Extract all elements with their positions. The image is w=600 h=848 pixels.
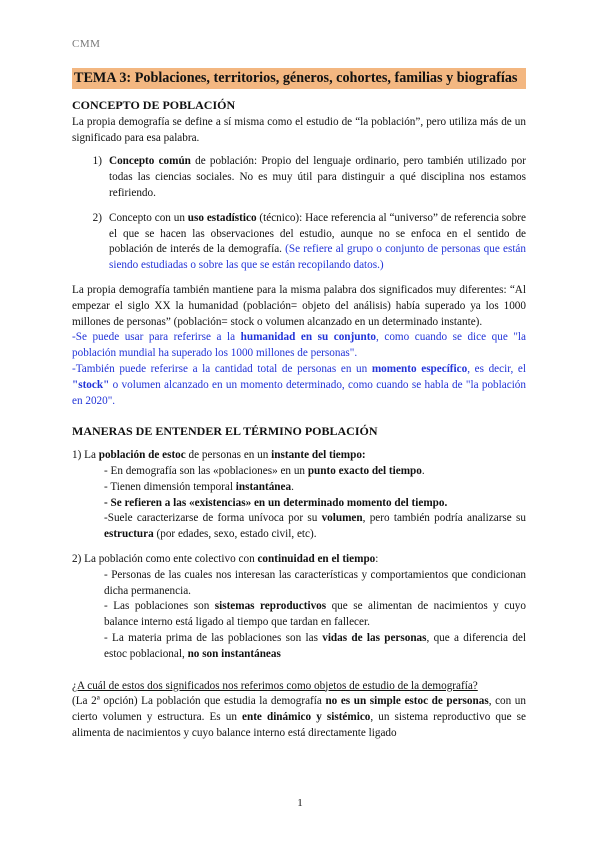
bullet-2-pre: - Tienen dimensión temporal [104,480,236,493]
bullet-4-mid: , pero también podría analizarse su [362,512,526,525]
blue-note-stock [72,362,526,409]
term-estructura: estructura [104,528,154,541]
blue-note-1-pre: -Se puede usar para referirse a la [72,331,241,344]
blue-note-2-mid: , es decir, el [467,362,526,375]
list-number-1: 1) [92,155,102,168]
list-item-1 [72,154,526,201]
point-1 [72,448,526,464]
page-title: TEMA 3: Poblaciones, territorios, géneros, cohortes, familias y biografías [72,68,526,89]
list-text-1 [109,154,526,201]
term-volumen: volumen [321,512,363,525]
point-2 [72,552,526,568]
list-item-2-text: (técnico): Hace referencia al “universo” de referencia sobre el que se hacen las observaciones del estudio, aunque no se enfoca en el sentido de población de interés de la demografía. [109,211,526,256]
bullet-4 [104,511,526,543]
term-continuidad: continuidad en el tiempo [257,552,376,565]
bullet-1-post: . [421,464,425,477]
bullet-2 [104,480,526,496]
term-humanidad: humanidad en su conjunto [240,331,377,344]
blue-note-1-post: , como cuando se dice que "la población mundial ha superado los 1000 millones de personas". [72,331,526,360]
point-1-bullets [72,464,526,543]
list-text-2 [109,211,526,274]
bullet-7 [104,631,526,663]
bullet-1 [104,464,526,480]
list-item-2-pre: Concepto con un [109,211,188,224]
term-stock: "stock" [72,378,110,391]
list-item-2-note: (Se refiere al grupo o conjunto de personas que están siendo estudiadas o sobre las que se están recopilando datos.) [109,243,526,272]
bullet-5: - Personas de las cuales nos interesan las características y comportamientos que condicionan dicha permanencia. [104,568,526,597]
question-heading: ¿A cuál de estos dos significados nos referimos como objetos de estudio de la demografía? [72,679,478,692]
term-concepto-comun: Concepto común [109,155,191,168]
term-no-instantaneas: no son instantáneas [187,647,281,660]
bullet-4-pre: -Suele caracterizarse de forma unívoca por su [104,512,322,525]
term-no-simple-estoc: no es un simple estoc de personas [325,695,489,708]
term-momento-especifico: momento específico [371,362,468,375]
blue-note-2-pre: -También puede referirse a la cantidad total de personas en un [72,362,372,375]
answer-pre: (La 2ª opción) La población que estudia la demografía [72,695,326,708]
term-ente-dinamico: ente dinámico y sistémico [242,711,371,724]
point-2-pre: 2) La población como ente colectivo con [72,552,258,565]
header-label: CMM [72,38,101,50]
bullet-6-post: que se alimentan de nacimientos y cuyo balance interno está ligado al tiempo que tardan en fallecer. [104,600,526,629]
intro-paragraph: La propia demografía se define a sí misma como el estudio de “la población”, pero utiliza más de un significado para esa palabra. [72,115,526,144]
bullet-1-pre: - En demografía son las «poblaciones» en un [104,464,308,477]
term-vidas: vidas de las personas [322,631,427,644]
para-two-meanings: La propia demografía también mantiene para la misma palabra dos significados muy diferentes: “Al empezar el siglo XX la humanidad (población= objeto del análisis) había superado ya los 1000 millones de personas” (población= stock o volumen alcanzado en un determinado instante). [72,283,526,328]
answer-paragraph [72,694,526,741]
answer-post: , un sistema reproductivo que se alimenta de nacimientos y cuyo balance interno está directamente ligado [72,711,526,739]
list-item-2 [72,211,526,274]
section-heading-concepto: CONCEPTO DE POBLACIÓN [72,98,236,112]
bullet-6-pre: - Las poblaciones son [104,600,215,613]
term-poblacion-estoc: población de estoc [98,449,186,462]
bullet-4-post: (por edades, sexo, estado civil, etc). [153,528,317,541]
point-2-post: : [375,552,379,565]
list-number-2: 2) [92,211,102,224]
term-uso-estadistico: uso estadístico [187,211,257,224]
point-1-pre: 1) La [72,449,99,462]
bullet-7-mid: , que a diferencia del estoc poblacional, [104,631,526,660]
point-1-mid: de personas en un [185,449,272,462]
bullet-3-text: - Se refieren a las «existencias» en un determinado momento del tiempo. [104,496,448,509]
bullet-7-pre: - La materia prima de las poblaciones son las [104,631,323,644]
bullet-6 [104,599,526,631]
section-heading-maneras: MANERAS DE ENTENDER EL TÉRMINO POBLACIÓN [72,424,378,439]
term-punto-exacto: punto exacto del tiempo [307,464,422,477]
term-instantanea: instantánea [235,480,292,493]
point-2-bullets [72,568,526,663]
term-sistemas-reproductivos: sistemas reproductivos [214,600,327,613]
numbered-list [72,154,526,274]
blue-note-humanity [72,330,526,362]
page-number: 1 [297,797,303,809]
page-content [72,68,526,742]
blue-note-2-post: o volumen alcanzado en un momento determinado, como cuando se habla de "la población en 2020". [72,378,526,407]
bullet-2-post: . [291,480,294,493]
term-instante: instante del tiempo: [271,449,366,462]
bullet-3 [104,496,526,512]
list-item-1-text: de población: Propio del lenguaje ordinario, pero también utilizado por todas las ciencias sociales. No es muy útil para distinguir a qué disciplina nos estamos refiriendo. [109,155,526,199]
answer-mid: , con un cierto volumen y estructura. Es un [72,695,526,724]
